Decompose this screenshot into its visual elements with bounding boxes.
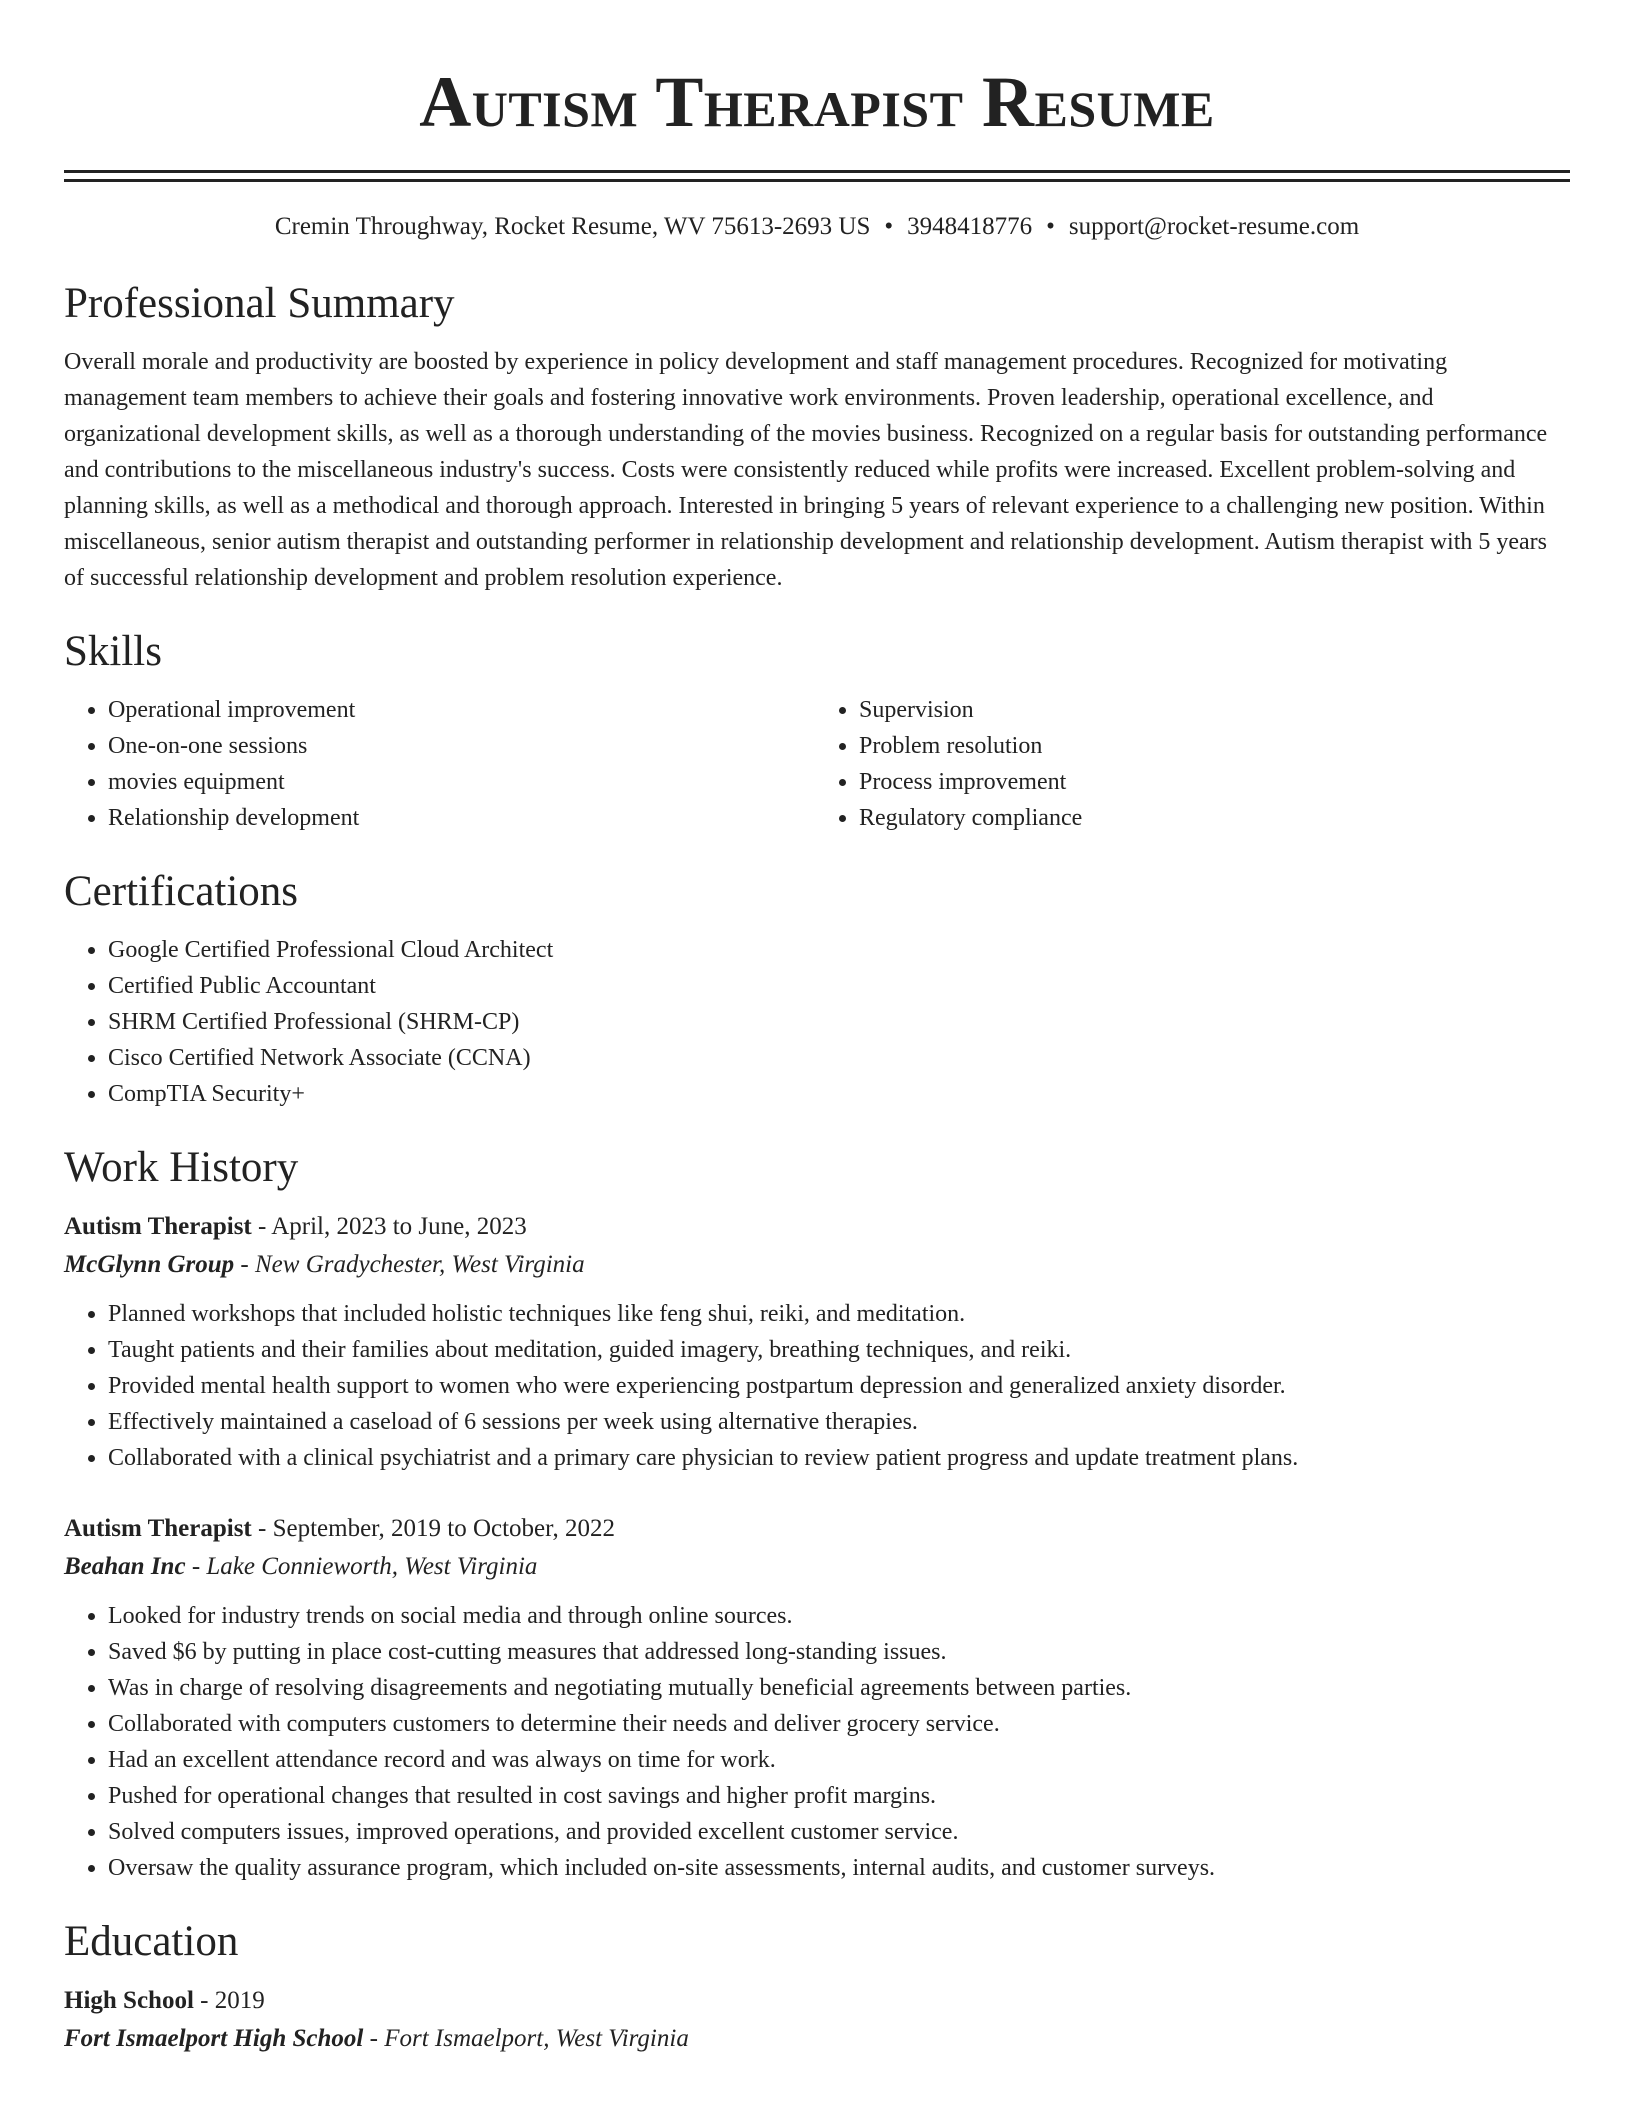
job-bullets — [64, 1296, 1570, 1476]
job-bullet: • Taught patients and their families about meditation, guided imagery, breathing techniques, and reiki. — [108, 1332, 1570, 1368]
job-company-line — [64, 1246, 1570, 1284]
skill-item: • One-on-one sessions — [108, 728, 817, 764]
job-company-line — [64, 1548, 1570, 1586]
education-year: - 2019 — [193, 1987, 265, 2014]
job-bullet: • Collaborated with computers customers to determine their needs and deliver grocery service. — [108, 1706, 1570, 1742]
job-bullet: • Collaborated with a clinical psychiatrist and a primary care physician to review patient progress and update treatment plans. — [108, 1440, 1570, 1476]
skill-item: • movies equipment — [108, 764, 817, 800]
job-company: McGlynn Group — [64, 1251, 235, 1278]
certification-item: • SHRM Certified Professional (SHRM-CP) — [108, 1004, 1570, 1040]
skills-section — [64, 626, 1570, 836]
contact-line — [64, 210, 1570, 244]
certifications-list — [64, 932, 1570, 1112]
job-title: Autism Therapist — [64, 1213, 252, 1240]
skill-item: • Operational improvement — [108, 692, 817, 728]
contact-email: support@rocket-resume.com — [1068, 213, 1360, 240]
job-bullet: • Provided mental health support to women who were experiencing postpartum depression and generalized anxiety disorder. — [108, 1368, 1570, 1404]
job-bullet: • Was in charge of resolving disagreements and negotiating mutually beneficial agreements between parties. — [108, 1670, 1570, 1706]
job-bullet: • Pushed for operational changes that resulted in cost savings and higher profit margins. — [108, 1778, 1570, 1814]
contact-separator: • — [1046, 213, 1055, 240]
resume-title: Autism Therapist Resume — [419, 62, 1215, 142]
education-location: - Fort Ismaelport, West Virginia — [363, 2025, 689, 2052]
title-rule-bottom — [64, 179, 1570, 182]
contact-phone: 3948418776 — [907, 213, 1033, 240]
education-school-line — [64, 2020, 1570, 2058]
job-bullet: • Solved computers issues, improved operations, and provided excellent customer service. — [108, 1814, 1570, 1850]
job-location: - New Gradychester, West Virginia — [234, 1251, 585, 1278]
job-bullet: • Planned workshops that included holistic techniques like feng shui, reiki, and meditation. — [108, 1296, 1570, 1332]
job-bullet: • Saved $6 by putting in place cost-cutting measures that addressed long-standing issues. — [108, 1634, 1570, 1670]
certification-item: • Certified Public Accountant — [108, 968, 1570, 1004]
certifications-heading: Certifications — [64, 868, 299, 915]
job-bullets — [64, 1598, 1570, 1886]
skill-item: • Regulatory compliance — [859, 800, 1570, 836]
skill-item: • Supervision — [859, 692, 1570, 728]
job-bullet: • Had an excellent attendance record and was always on time for work. — [108, 1742, 1570, 1778]
skill-item: • Problem resolution — [859, 728, 1570, 764]
education-heading: Education — [64, 1918, 239, 1965]
title-rule-top — [64, 170, 1570, 173]
certifications-section — [64, 866, 1570, 1112]
education-degree: High School — [64, 1987, 194, 2014]
contact-address: Cremin Throughway, Rocket Resume, WV 75613-2693 US — [274, 213, 871, 240]
job-entry — [64, 1510, 1570, 1886]
work-history-heading: Work History — [64, 1144, 299, 1191]
skills-column-1 — [64, 692, 817, 836]
summary-text: Overall morale and productivity are boosted by experience in policy development and staff management procedures. Recognized for motivating management team members to achieve their goals and fostering innovative work environments. Proven leadership, operational excellence, and organizational development skills, as well as a thorough understanding of the movies business. Recognized on a regular basis for outstanding performance and contributions to the miscellaneous industry's success. Costs were consistently reduced while profits were increased. Excellent problem-solving and planning skills, as well as a methodical and thorough approach. Interested in bringing 5 years of relevant experience to a challenging new position. Within miscellaneous, senior autism therapist and outstanding performer in relationship development and relationship development. Autism therapist with 5 years of successful relationship development and problem resolution experience. — [64, 349, 1548, 591]
education-degree-line — [64, 1982, 1570, 2020]
job-dates: - April, 2023 to June, 2023 — [251, 1213, 527, 1240]
job-location: - Lake Connieworth, West Virginia — [185, 1553, 538, 1580]
job-company: Beahan Inc — [64, 1553, 186, 1580]
job-title-line — [64, 1208, 1570, 1246]
skills-heading: Skills — [64, 628, 162, 675]
certification-item: • Google Certified Professional Cloud Architect — [108, 932, 1570, 968]
skills-column-2 — [817, 692, 1570, 836]
skill-item: • Relationship development — [108, 800, 817, 836]
certification-item: • CompTIA Security+ — [108, 1076, 1570, 1112]
job-bullet: • Effectively maintained a caseload of 6 sessions per week using alternative therapies. — [108, 1404, 1570, 1440]
education-school: Fort Ismaelport High School — [64, 2025, 364, 2052]
job-entry — [64, 1208, 1570, 1476]
job-dates: - September, 2019 to October, 2022 — [251, 1515, 615, 1542]
job-bullet: • Oversaw the quality assurance program, which included on-site assessments, internal audits, and customer surveys. — [108, 1850, 1570, 1886]
education-entry — [64, 1982, 1570, 2058]
job-title-line — [64, 1510, 1570, 1548]
summary-section — [64, 278, 1570, 596]
job-bullet: • Looked for industry trends on social media and through online sources. — [108, 1598, 1570, 1634]
work-history-section — [64, 1142, 1570, 1886]
skills-columns — [64, 692, 1570, 836]
education-section — [64, 1916, 1570, 2058]
job-title: Autism Therapist — [64, 1515, 252, 1542]
certification-item: • Cisco Certified Network Associate (CCNA) — [108, 1040, 1570, 1076]
resume-page — [64, 0, 1570, 2058]
contact-separator: • — [884, 213, 894, 240]
summary-heading: Professional Summary — [64, 280, 455, 327]
skill-item: • Process improvement — [859, 764, 1570, 800]
